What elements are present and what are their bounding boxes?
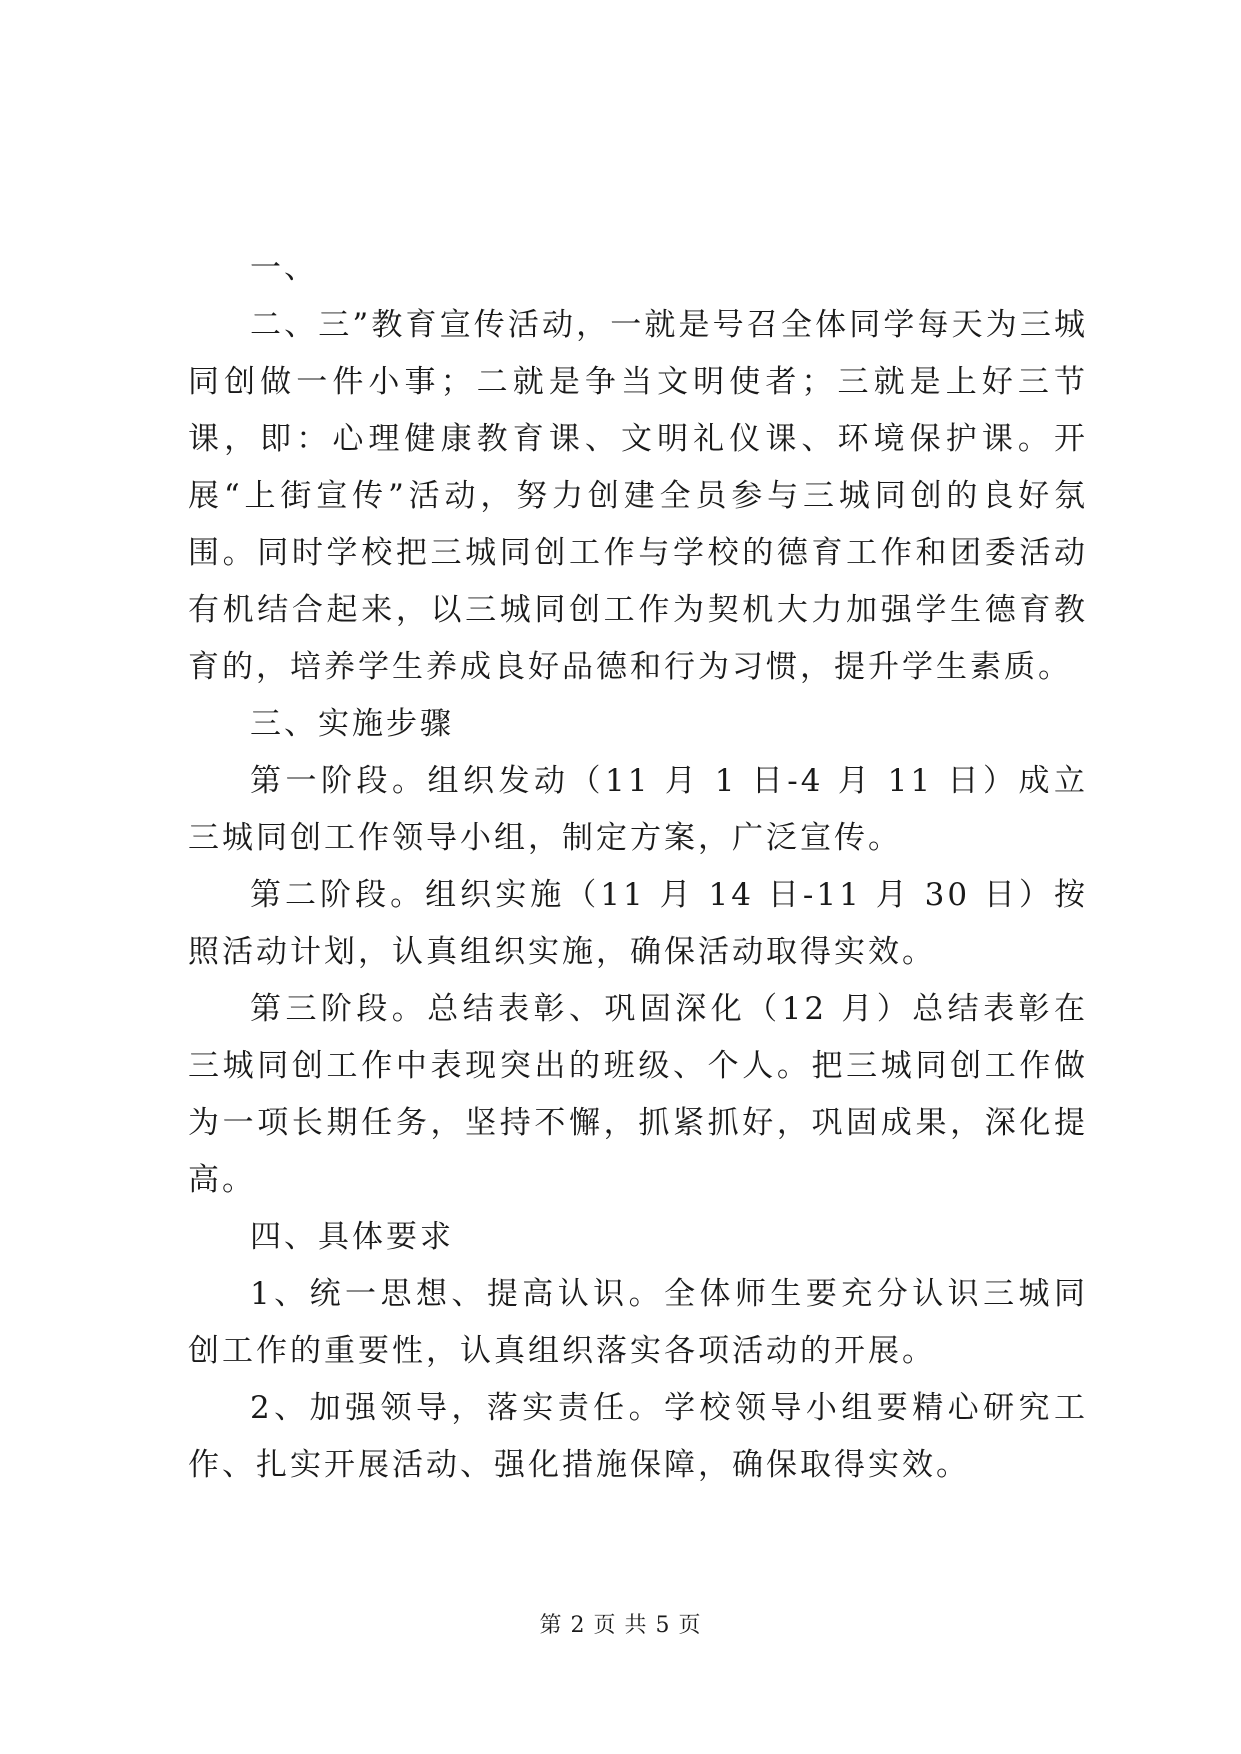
paragraph-stage-three: 第三阶段。总结表彰、巩固深化（12 月）总结表彰在三城同创工作中表现突出的班级、个人。把三城同创工作做为一项长期任务，坚持不懈，抓紧抓好，巩固成果，深化提高。 (188, 991, 1088, 1198)
document-body (188, 240, 1088, 1494)
paragraph-education-campaign: 二、三”教育宣传活动，一就是号召全体同学每天为三城同创做一件小事；二就是争当文明使者；三就是上好三节课，即：心理健康教育课、文明礼仪课、环境保护课。开展“上街宣传”活动，努力创建全员参与三城同创的良好氛围。同时学校把三城同创工作与学校的德育工作和团委活动有机结合起来，以三城同创工作为契机大力加强学生德育教育的，培养学生养成良好品德和行为习惯，提升学生素质。 (188, 307, 1088, 685)
paragraph-section-four-heading: 四、具体要求 (250, 1219, 454, 1255)
paragraph-requirement-two: 2、加强领导，落实责任。学校领导小组要精心研究工作、扎实开展活动、强化措施保障，确保取得实效。 (188, 1390, 1088, 1483)
paragraph-section-one-heading: 一、 (250, 250, 318, 286)
paragraph-requirement-one: 1、统一思想、提高认识。全体师生要充分认识三城同创工作的重要性，认真组织落实各项活动的开展。 (188, 1276, 1088, 1369)
paragraph-stage-one: 第一阶段。组织发动（11 月 1 日-4 月 11 日）成立三城同创工作领导小组，制定方案，广泛宣传。 (188, 763, 1088, 856)
page-number-footer: 第 2 页 共 5 页 (539, 1613, 702, 1638)
paragraph-section-three-heading: 三、实施步骤 (250, 706, 454, 742)
paragraph-stage-two: 第二阶段。组织实施（11 月 14 日-11 月 30 日）按照活动计划，认真组织实施，确保活动取得实效。 (188, 877, 1088, 970)
